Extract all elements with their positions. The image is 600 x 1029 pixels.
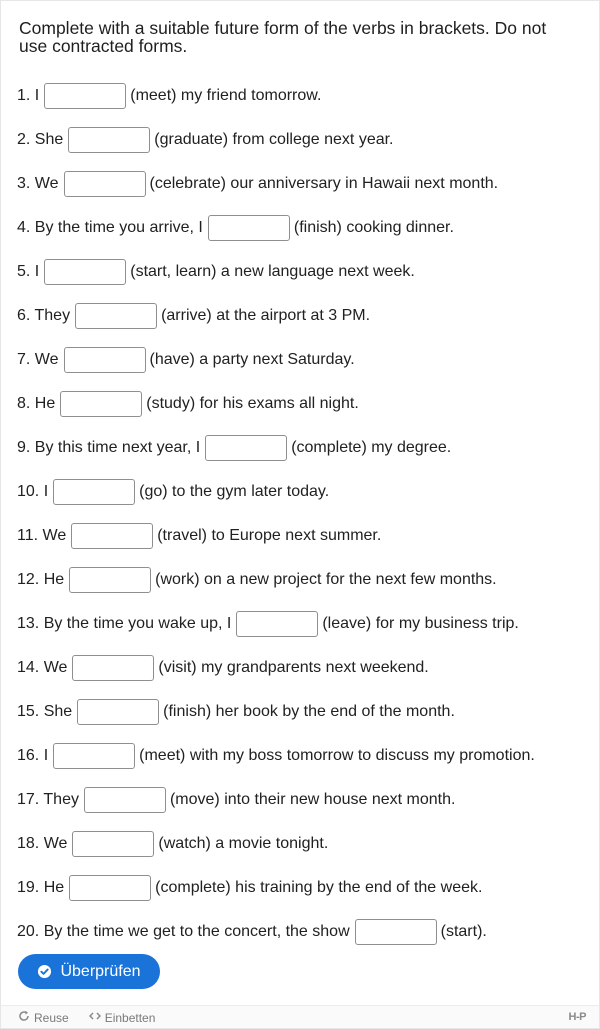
answer-input[interactable] (69, 567, 151, 593)
question-suffix: (meet) my friend tomorrow. (130, 87, 322, 104)
answer-input[interactable] (205, 435, 287, 461)
question-prefix: 12. He (17, 571, 65, 588)
question-prefix: 10. I (17, 483, 49, 500)
question-suffix: (go) to the gym later today. (139, 483, 330, 500)
question-row (17, 206, 592, 250)
question-row (17, 470, 592, 514)
question-suffix: (visit) my grandparents next weekend. (158, 659, 429, 676)
answer-input[interactable] (53, 479, 135, 505)
question-prefix: 15. She (17, 703, 73, 720)
question-suffix: (celebrate) our anniversary in Hawaii next month. (149, 175, 499, 192)
question-suffix: (graduate) from college next year. (154, 131, 394, 148)
answer-input[interactable] (44, 259, 126, 285)
answer-input[interactable] (64, 347, 146, 373)
question-suffix: (travel) to Europe next summer. (157, 527, 382, 544)
answer-input[interactable] (208, 215, 290, 241)
answer-input[interactable] (72, 831, 154, 857)
question-row (17, 910, 592, 954)
question-prefix: 8. He (17, 395, 56, 412)
reuse-label: Reuse (34, 1010, 69, 1025)
question-row (17, 734, 592, 778)
answer-input[interactable] (71, 523, 153, 549)
answer-input[interactable] (53, 743, 135, 769)
check-button-label: Überprüfen (60, 962, 141, 980)
answer-input[interactable] (68, 127, 150, 153)
question-row (17, 514, 592, 558)
question-suffix: (leave) for my business trip. (322, 615, 519, 632)
question-prefix: 4. By the time you arrive, I (17, 219, 203, 236)
question-prefix: 9. By this time next year, I (17, 439, 201, 456)
question-prefix: 16. I (17, 747, 49, 764)
question-suffix: (meet) with my boss tomorrow to discuss my promotion. (139, 747, 535, 764)
question-row (17, 646, 592, 690)
question-row (17, 74, 592, 118)
answer-input[interactable] (44, 83, 126, 109)
question-suffix: (watch) a movie tonight. (158, 835, 329, 852)
question-prefix: 18. We (17, 835, 68, 852)
question-prefix: 20. By the time we get to the concert, the show (17, 923, 350, 940)
answer-input[interactable] (75, 303, 157, 329)
question-row (17, 294, 592, 338)
footer-bar (1, 1005, 599, 1029)
answer-input[interactable] (60, 391, 142, 417)
answer-input[interactable] (236, 611, 318, 637)
question-prefix: 17. They (17, 791, 79, 808)
question-prefix: 14. We (17, 659, 68, 676)
check-button[interactable] (18, 954, 160, 989)
question-suffix: (work) on a new project for the next few months. (155, 571, 497, 588)
question-row (17, 602, 592, 646)
question-suffix: (finish) cooking dinner. (293, 219, 454, 236)
question-prefix: 1. I (17, 87, 40, 104)
answer-input[interactable] (355, 919, 437, 945)
question-row (17, 558, 592, 602)
question-suffix: (complete) his training by the end of the week. (155, 879, 483, 896)
question-suffix: (finish) her book by the end of the month. (163, 703, 455, 720)
answer-input[interactable] (77, 699, 159, 725)
question-prefix: 2. She (17, 131, 64, 148)
question-prefix: 6. They (17, 307, 71, 324)
question-prefix: 19. He (17, 879, 65, 896)
answer-input[interactable] (69, 875, 151, 901)
question-list (17, 74, 592, 954)
question-row (17, 778, 592, 822)
answer-input[interactable] (72, 655, 154, 681)
task-instruction: Complete with a suitable future form of the verbs in brackets. Do not use contracted forms. (19, 18, 547, 56)
question-suffix: (have) a party next Saturday. (149, 351, 355, 368)
reuse-button[interactable] (18, 1010, 69, 1025)
h5p-logo: H-P (568, 1011, 586, 1023)
question-row (17, 382, 592, 426)
question-suffix: (study) for his exams all night. (146, 395, 359, 412)
question-suffix: (start, learn) a new language next week. (130, 263, 415, 280)
question-suffix: (arrive) at the airport at 3 PM. (161, 307, 371, 324)
question-row (17, 338, 592, 382)
answer-input[interactable] (64, 171, 146, 197)
question-prefix: 5. I (17, 263, 40, 280)
question-row (17, 426, 592, 470)
question-row (17, 822, 592, 866)
embed-button[interactable] (89, 1010, 156, 1025)
reuse-icon (18, 1010, 30, 1025)
question-suffix: (start). (440, 923, 487, 940)
answer-input[interactable] (84, 787, 166, 813)
question-prefix: 11. We (17, 527, 67, 544)
question-row (17, 118, 592, 162)
code-icon (89, 1010, 101, 1025)
question-row (17, 866, 592, 910)
check-circle-icon (37, 964, 52, 979)
question-prefix: 3. We (17, 175, 59, 192)
embed-label: Einbetten (104, 1010, 156, 1025)
question-row (17, 250, 592, 294)
question-prefix: 7. We (17, 351, 59, 368)
question-suffix: (move) into their new house next month. (169, 791, 456, 808)
question-row (17, 162, 592, 206)
question-prefix: 13. By the time you wake up, I (17, 615, 232, 632)
question-suffix: (complete) my degree. (291, 439, 452, 456)
question-row (17, 690, 592, 734)
